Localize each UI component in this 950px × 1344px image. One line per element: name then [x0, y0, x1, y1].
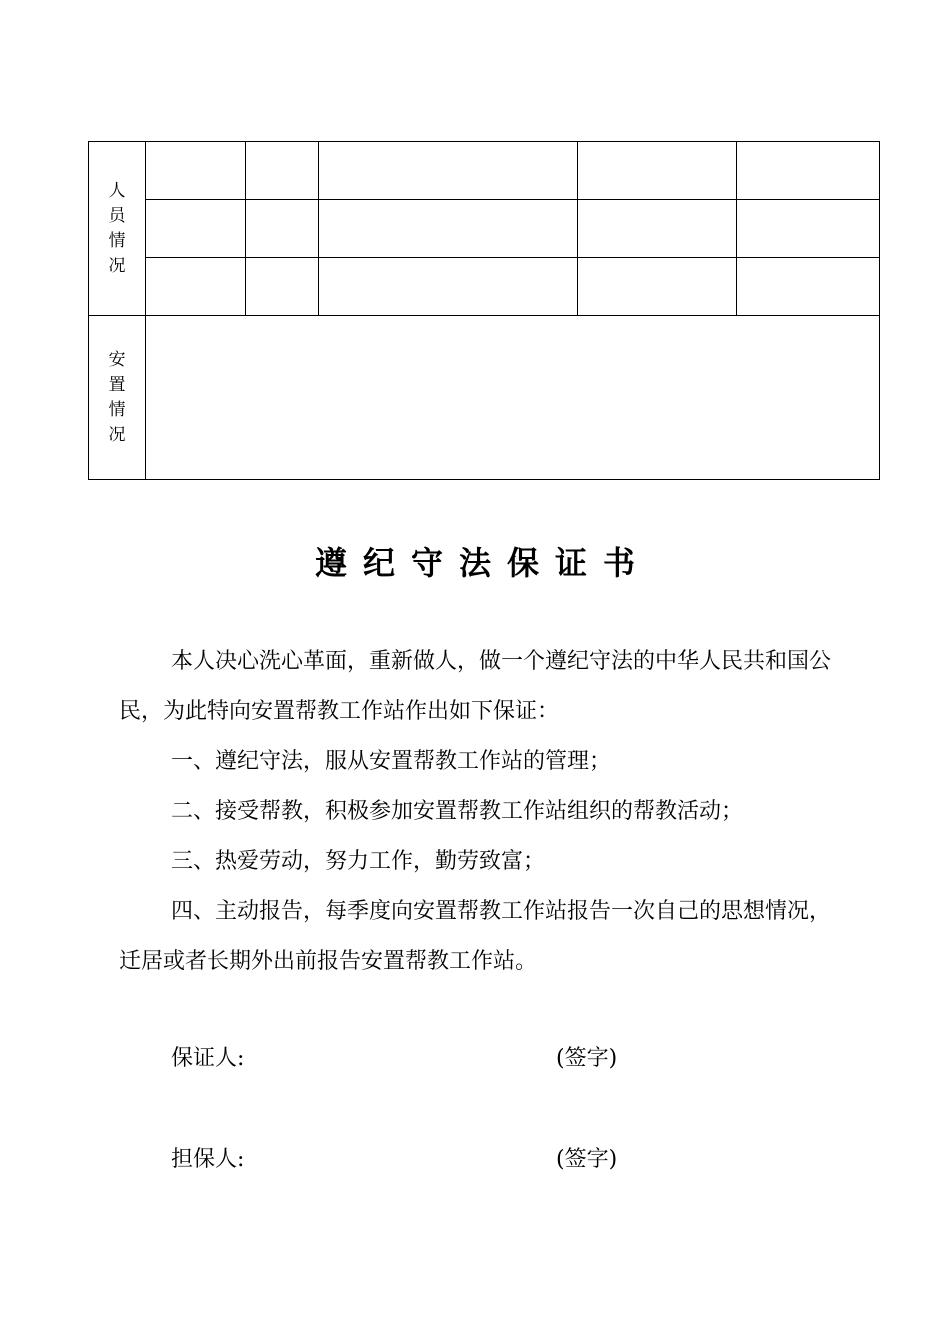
- table-cell[interactable]: [578, 258, 737, 316]
- table-cell[interactable]: [246, 142, 319, 200]
- placement-situation-cell[interactable]: [146, 316, 880, 480]
- pledge-body: [119, 637, 839, 987]
- table-cell[interactable]: [146, 258, 246, 316]
- table-row: [89, 316, 880, 480]
- table-cell[interactable]: [146, 200, 246, 258]
- table-cell[interactable]: [737, 142, 880, 200]
- paragraph: 四、主动报告，每季度向安置帮教工作站报告一次自己的思想情况，迁居或者长期外出前报告安置帮教工作站。: [119, 899, 832, 974]
- table-row: [89, 142, 880, 200]
- table-cell[interactable]: [146, 142, 246, 200]
- info-table: [88, 141, 880, 480]
- table-cell[interactable]: [737, 200, 880, 258]
- paragraph: 本人决心洗心革面，重新做人，做一个遵纪守法的中华人民共和国公民，为此特向安置帮教工作站作出如下保证：: [119, 649, 832, 724]
- table-cell[interactable]: [578, 142, 737, 200]
- personnel-situation-label: 人 员 情 况: [89, 142, 146, 316]
- table-cell[interactable]: [319, 258, 578, 316]
- guarantor-label: 保证人:: [171, 1046, 245, 1071]
- table-cell[interactable]: [246, 258, 319, 316]
- table-cell[interactable]: [319, 200, 578, 258]
- sponsor-signature-field[interactable]: (签字): [556, 1147, 618, 1172]
- paragraph: 三、热爱劳动，努力工作，勤劳致富；: [171, 849, 546, 874]
- placement-situation-label: 安 置 情 况: [89, 316, 146, 480]
- sponsor-label: 担保人:: [171, 1147, 245, 1172]
- guarantor-signature-field[interactable]: (签字): [556, 1046, 618, 1071]
- table-row: [89, 200, 880, 258]
- table-row: [89, 258, 880, 316]
- document-title: 遵纪守法保证书: [314, 544, 651, 582]
- table-cell[interactable]: [578, 200, 737, 258]
- paragraph: 一、遵纪守法，服从安置帮教工作站的管理；: [171, 749, 612, 774]
- table-cell[interactable]: [246, 200, 319, 258]
- table-cell[interactable]: [319, 142, 578, 200]
- table-cell[interactable]: [737, 258, 880, 316]
- paragraph: 二、接受帮教，积极参加安置帮教工作站组织的帮教活动；: [171, 799, 744, 824]
